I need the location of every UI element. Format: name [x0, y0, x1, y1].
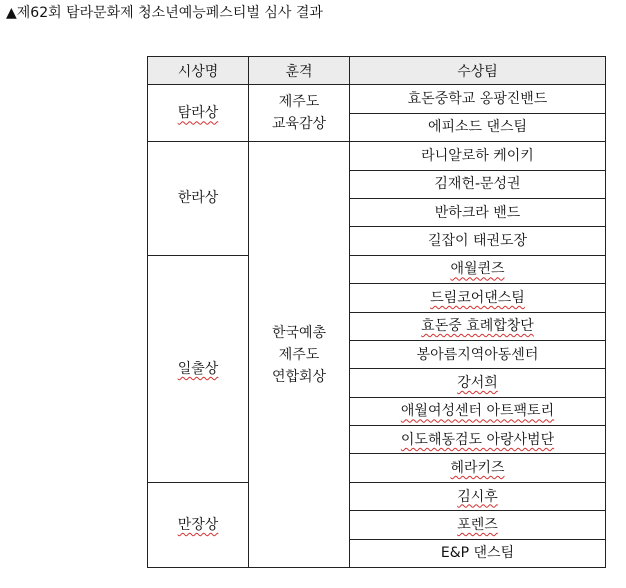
team-cell: 라니알로하 케이키 [350, 142, 606, 170]
header-team: 수상팀 [350, 57, 606, 85]
team-cell: 강서희 [350, 369, 606, 397]
team-cell: 반하크라 밴드 [350, 198, 606, 226]
award-name: 일출상 [177, 360, 219, 377]
page-title: ▲제62회 탐라문화제 청소년예능페스티벌 심사 결과 [6, 5, 323, 21]
table-row [148, 142, 606, 170]
team-cell: 길잡이 태권도장 [350, 227, 606, 255]
team-cell: E&P 댄스팀 [350, 539, 606, 567]
award-name: 한라상 [177, 190, 219, 207]
award-cell [148, 142, 249, 256]
team-cell: 효돈중 효례합창단 [350, 312, 606, 340]
results-table [147, 56, 606, 568]
award-name: 탐라상 [177, 105, 219, 122]
table-header-row [148, 57, 606, 85]
team-cell: 이도해동검도 아랑사범단 [350, 426, 606, 454]
award-name: 만장상 [177, 516, 219, 533]
award-cell [148, 482, 249, 567]
team-cell: 효돈중학교 옹팡진밴드 [350, 85, 606, 113]
team-cell: 드림코어댄스팀 [350, 284, 606, 312]
team-cell: 애월퀸즈 [350, 255, 606, 283]
slogan-line: 연합회상 [271, 368, 327, 385]
header-slogan: 훈격 [249, 57, 350, 85]
team-cell: 봉아름지역아동센터 [350, 340, 606, 368]
team-cell: 애월여성센터 아트팩토리 [350, 397, 606, 425]
table-row [148, 482, 606, 510]
award-cell [148, 255, 249, 482]
award-cell [148, 85, 249, 142]
slogan-line: 제주도 [278, 346, 320, 363]
table-row [148, 85, 606, 113]
team-cell: 김재헌-문성권 [350, 170, 606, 198]
slogan-cell [249, 85, 350, 142]
team-cell: 에피소드 댄스팀 [350, 113, 606, 141]
slogan-line: 한국예총 [271, 324, 327, 341]
slogan-cell [249, 142, 350, 568]
team-cell: 헤라키즈 [350, 454, 606, 482]
slogan-line: 제주도 [278, 94, 320, 111]
header-award: 시상명 [148, 57, 249, 85]
team-cell: 포렌즈 [350, 511, 606, 539]
team-cell: 김시후 [350, 482, 606, 510]
table-row [148, 255, 606, 283]
slogan-line: 교육감상 [271, 116, 327, 133]
